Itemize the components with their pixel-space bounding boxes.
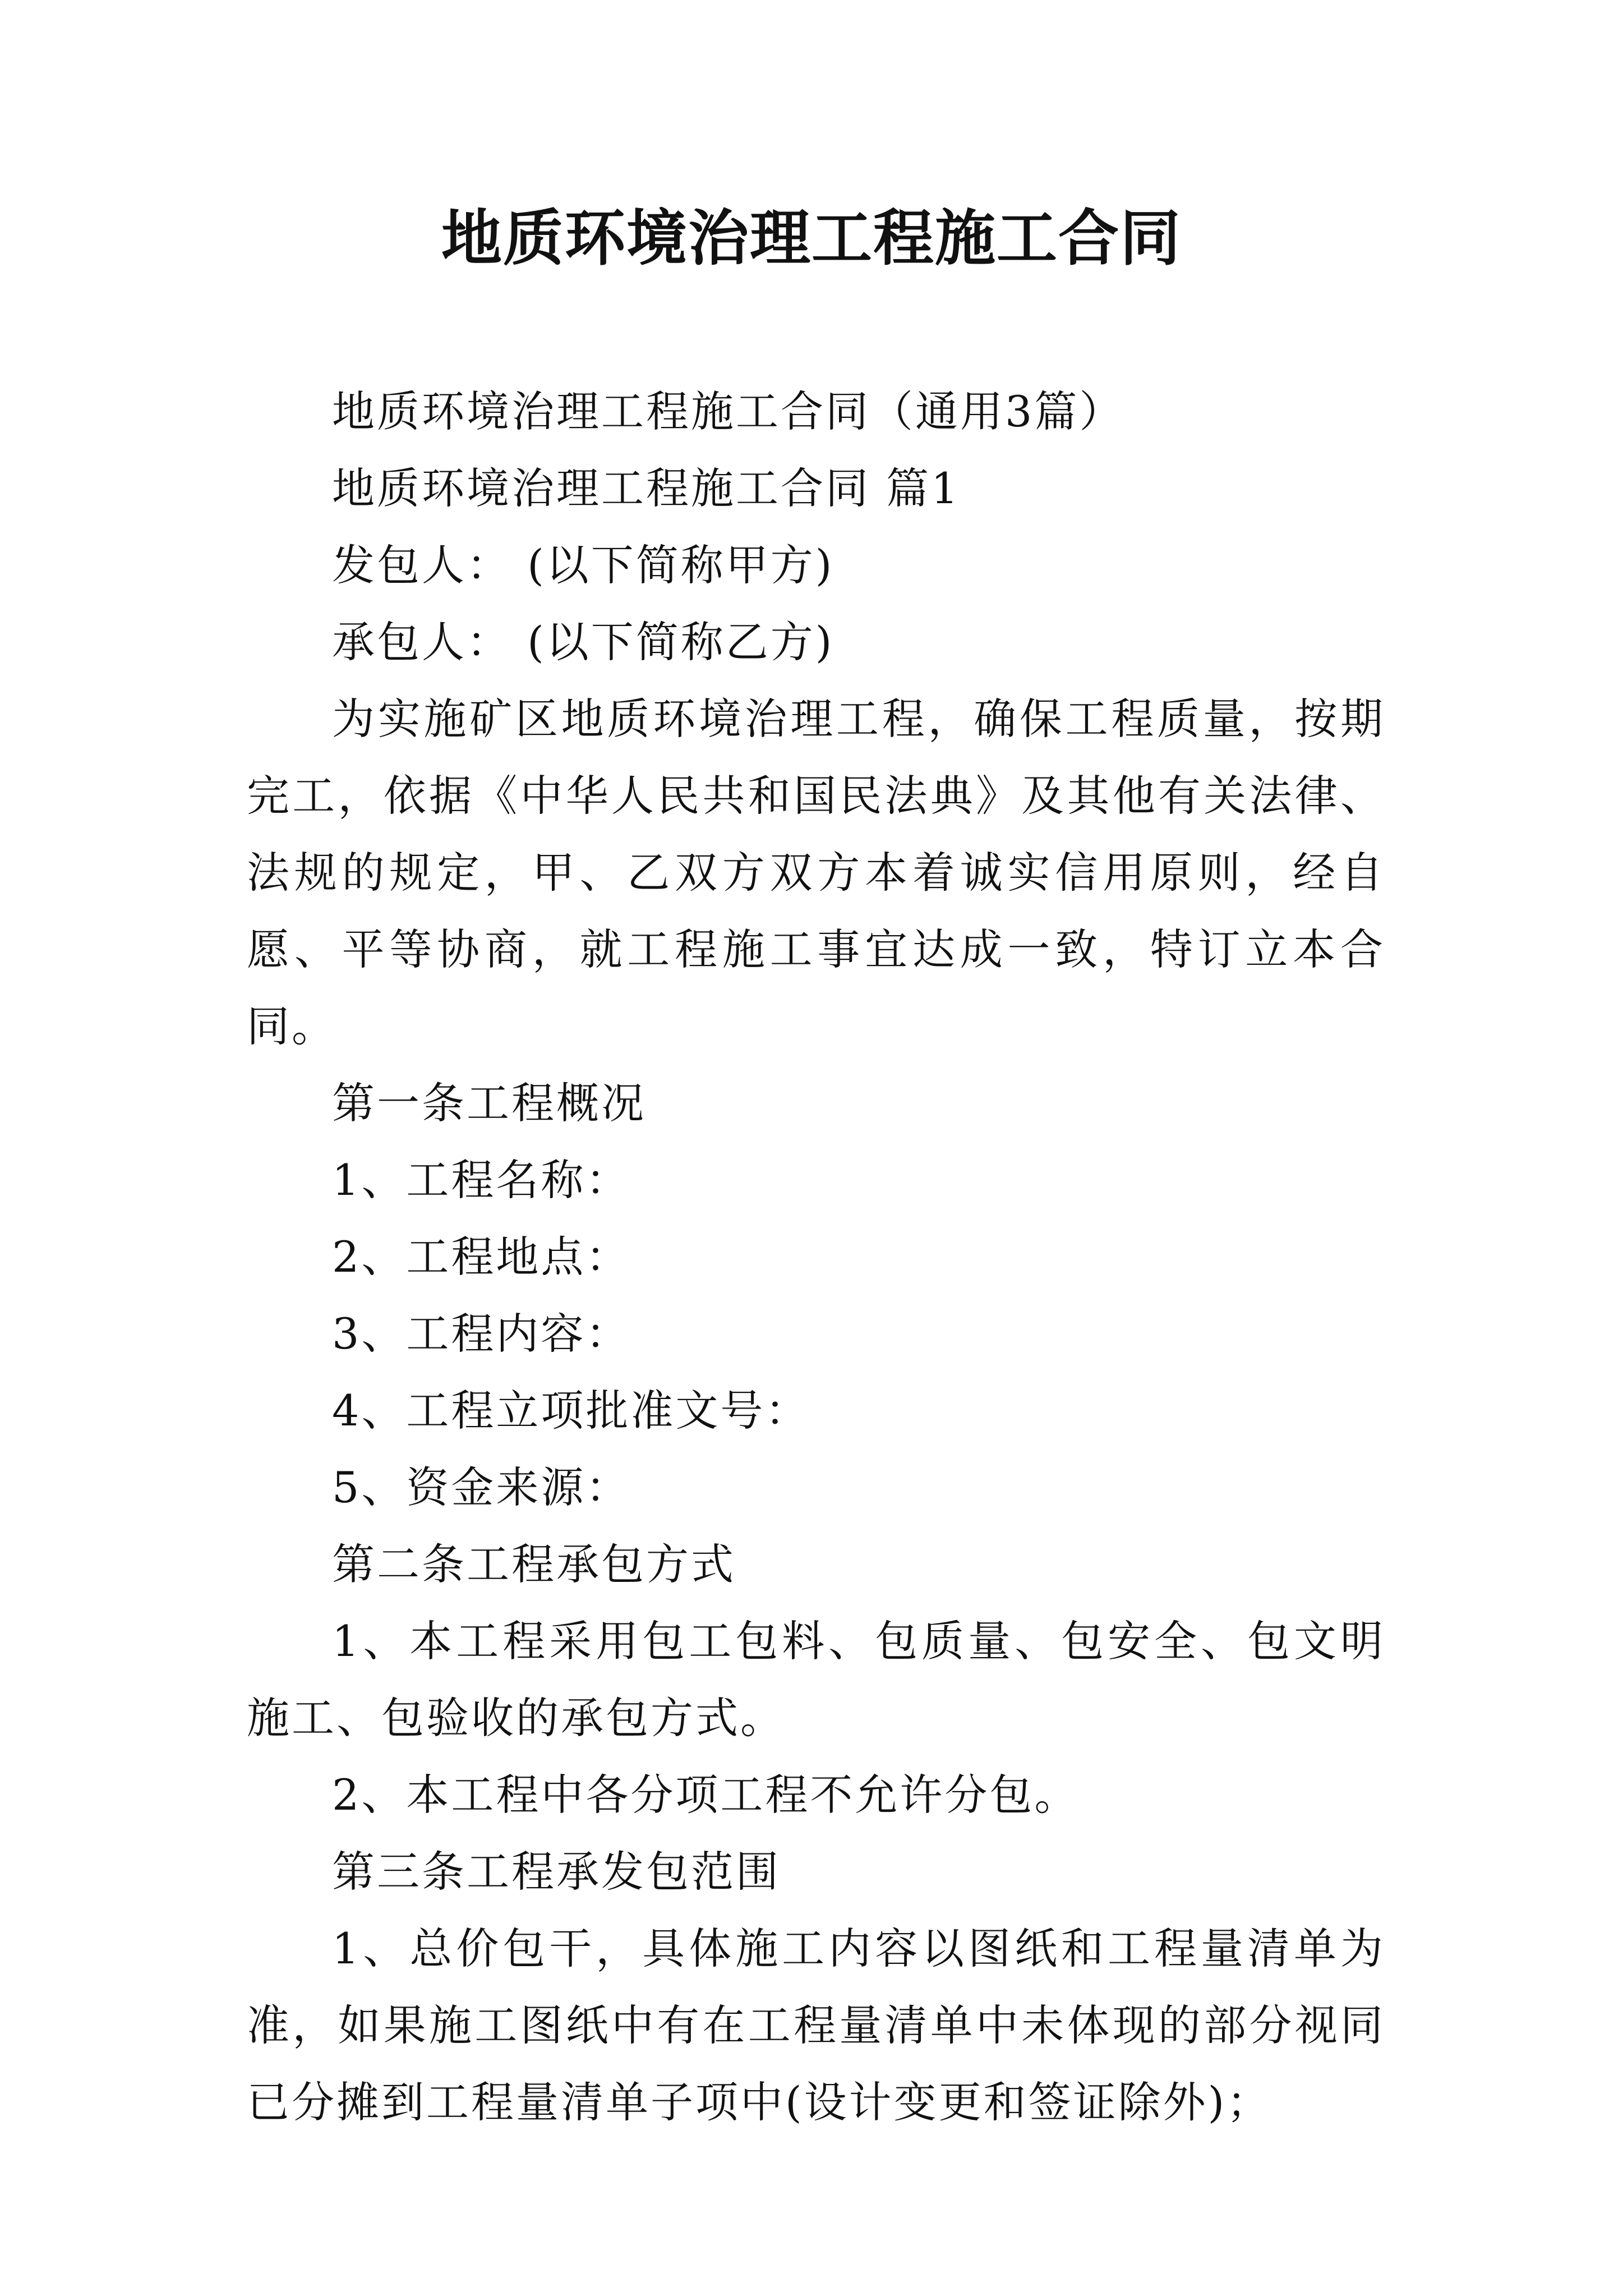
article-3-item-1: 1、总价包干，具体施工内容以图纸和工程量清单为准，如果施工图纸中有在工程量清单中未体现的部分视同已分摊到工程量清单子项中(设计变更和签证除外)； — [247, 1924, 1385, 2127]
article-2-item-2: 2、本工程中各分项工程不允许分包。 — [332, 1770, 1080, 1820]
party-contractor: 承包人： (以下简称乙方) — [332, 617, 834, 667]
article-2-item-1: 1、本工程采用包工包料、包质量、包安全、包文明施工、包验收的承包方式。 — [247, 1616, 1385, 1743]
article-2-heading: 第二条工程承包方式 — [332, 1539, 736, 1589]
article-1-item-4: 4、工程立项批准文号： — [332, 1386, 810, 1435]
document-title: 地质环境治理工程施工合同 — [441, 203, 1182, 274]
document-body — [247, 373, 1385, 2141]
section-heading-part-1: 地质环境治理工程施工合同 篇1 — [332, 463, 961, 513]
article-1-item-1: 1、工程名称： — [332, 1155, 631, 1205]
party-employer: 发包人： (以下简称甲方) — [332, 540, 834, 590]
article-1-item-5: 5、资金来源： — [332, 1462, 631, 1512]
article-1-item-2: 2、工程地点： — [332, 1232, 631, 1282]
subtitle-collection: 地质环境治理工程施工合同（通用3篇） — [332, 386, 1124, 436]
preamble-paragraph: 为实施矿区地质环境治理工程，确保工程质量，按期完工，依据《中华人民共和国民法典》及其他有关法律、法规的规定，甲、乙双方双方本着诚实信用原则，经自愿、平等协商，就工程施工事宜达成一致，特订立本合同。 — [247, 694, 1385, 1051]
article-3-heading: 第三条工程承发包范围 — [332, 1847, 781, 1897]
article-1-item-3: 3、工程内容： — [332, 1309, 631, 1359]
article-1-heading: 第一条工程概况 — [332, 1078, 646, 1128]
